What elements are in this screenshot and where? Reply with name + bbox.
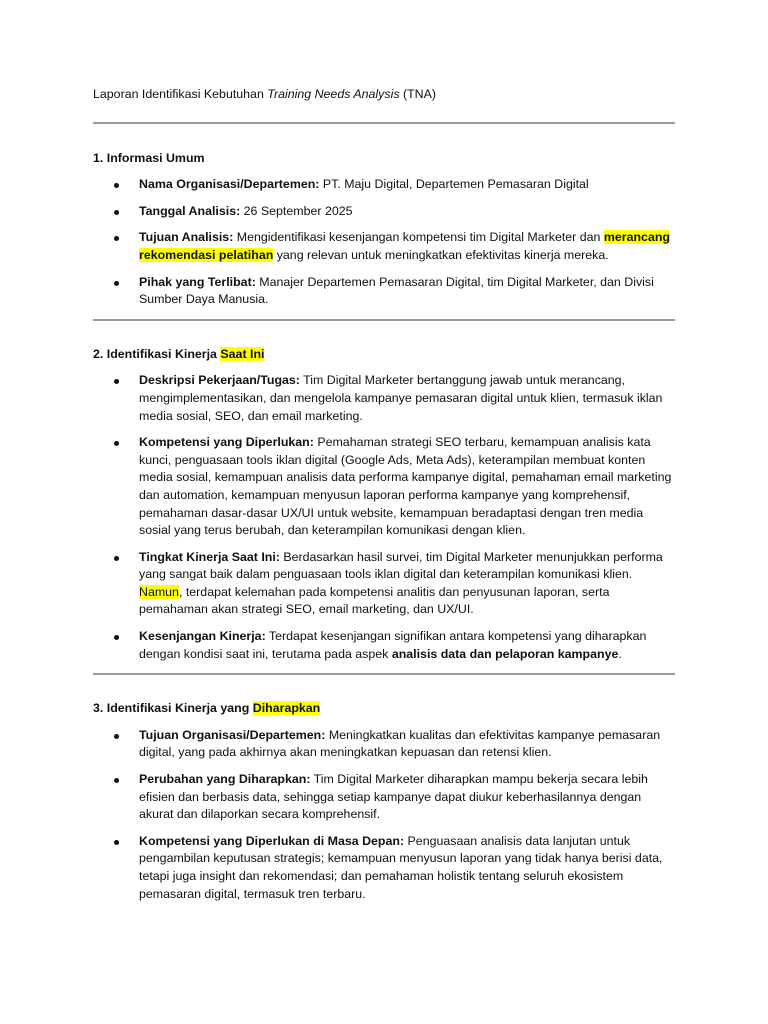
bullet-icon xyxy=(114,183,119,188)
list-item xyxy=(93,628,675,663)
item-text: Manajer Departemen Pemasaran Digital, tim Digital Marketer, dan Divisi Sumber Daya Manusia. xyxy=(139,274,654,307)
section-1-list xyxy=(93,176,675,309)
section-1-heading: 1. Informasi Umum xyxy=(93,150,205,165)
item-label: Kompetensi yang Diperlukan di Masa Depan: xyxy=(139,833,405,848)
item-text: Terdapat kesenjangan signifikan antara kompetensi yang diharapkan dengan kondisi saat ini, terutama pada aspek xyxy=(139,629,647,661)
heading-text: 2. Identifikasi Kinerja xyxy=(93,346,221,361)
item-text: , terdapat kelemahan pada kompetensi analitis dan penyusunan laporan, serta pemahaman akan strategi SEO, email marketing, dan UX/UI. xyxy=(139,584,610,617)
item-label: Tanggal Analisis: xyxy=(139,203,241,218)
list-item xyxy=(93,203,675,221)
list-item xyxy=(93,727,675,762)
highlighted-text: merancang rekomendasi pelatihan xyxy=(139,230,670,262)
bullet-icon xyxy=(114,236,119,241)
list-item xyxy=(93,434,675,540)
item-label: Deskripsi Pekerjaan/Tugas: xyxy=(139,373,300,388)
bullet-icon xyxy=(114,379,119,384)
item-text: Mengidentifikasi kesenjangan kompetensi tim Digital Marketer dan xyxy=(233,230,604,245)
list-item xyxy=(93,229,675,264)
list-item xyxy=(93,549,675,619)
divider xyxy=(93,122,675,124)
list-item xyxy=(93,833,675,903)
highlighted-text: Saat Ini xyxy=(220,346,265,361)
title-italic: Training Needs Analysis xyxy=(267,87,400,101)
item-text: PT. Maju Digital, Departemen Pemasaran Digital xyxy=(319,177,589,192)
bold-text: analisis data dan pelaporan kampanye xyxy=(391,646,619,661)
item-label: Tujuan Organisasi/Departemen: xyxy=(139,727,326,742)
list-item xyxy=(93,372,675,425)
item-text: Tim Digital Marketer diharapkan mampu bekerja secara lebih efisien dan berbasis data, sehingga setiap kampanye dapat diukur keberhasilannya dengan akurat dan dilaporkan secara komprehensif. xyxy=(139,772,648,822)
item-label: Kompetensi yang Diperlukan: xyxy=(139,435,314,450)
item-text: Berdasarkan hasil survei, tim Digital Marketer menunjukkan performa yang sangat baik dalam penguasaan tools iklan digital dan keterampilan komunikasi klien. xyxy=(139,549,663,582)
item-label: Nama Organisasi/Departemen: xyxy=(139,177,320,192)
item-text: Pemahaman strategi SEO terbaru, kemampuan analisis kata kunci, penguasaan tools iklan digital (Google Ads, Meta Ads), keterampilan membuat konten media sosial, kemampuan analisis data performa kampanye digital, pemahaman email marketing dan automation, kemampuan menyusun laporan performa kampanye yang komprehensif, pemahaman dasar-dasar UX/UI untuk website, kemampuan beradaptasi dengan tren media sosial yang terus berubah, dan keterampilan komunikasi dengan klien. xyxy=(139,435,672,538)
item-label: Kesenjangan Kinerja: xyxy=(139,629,266,644)
section-2-list xyxy=(93,372,675,663)
divider xyxy=(93,319,675,321)
bullet-icon xyxy=(114,778,119,783)
item-text: Meningkatkan kualitas dan efektivitas kampanye pemasaran digital, yang pada akhirnya akan meningkatkan kepuasan dan retensi klien. xyxy=(139,727,661,760)
item-label: Tujuan Analisis: xyxy=(139,230,234,245)
divider xyxy=(93,673,675,675)
bullet-icon xyxy=(114,210,119,215)
list-item xyxy=(93,176,675,194)
highlighted-text: Diharapkan xyxy=(252,701,321,716)
item-label: Perubahan yang Diharapkan: xyxy=(139,772,311,787)
bullet-icon xyxy=(114,635,119,640)
item-text: yang relevan untuk meningkatkan efektivitas kinerja mereka. xyxy=(273,247,609,262)
list-item xyxy=(93,274,675,309)
section-3-heading xyxy=(93,700,675,718)
document-title xyxy=(93,86,675,104)
title-suffix: (TNA) xyxy=(399,87,437,101)
heading-text: 3. Identifikasi Kinerja yang xyxy=(93,701,253,716)
document-body xyxy=(93,86,675,903)
item-label: Pihak yang Terlibat: xyxy=(139,274,256,289)
item-label: Tingkat Kinerja Saat Ini: xyxy=(139,549,280,564)
item-text: 26 September 2025 xyxy=(240,203,353,218)
highlighted-text: Namun xyxy=(139,584,179,599)
title-prefix: Laporan Identifikasi Kebutuhan xyxy=(93,87,268,101)
section-3-list xyxy=(93,727,675,903)
bullet-icon xyxy=(114,556,119,561)
item-text: Tim Digital Marketer bertanggung jawab untuk merancang, mengimplementasikan, dan mengelola kampanye pemasaran digital untuk klien, termasuk iklan media sosial, SEO, dan email marketing. xyxy=(139,373,663,423)
section-2-heading xyxy=(93,346,675,364)
item-text: . xyxy=(618,646,622,661)
bullet-icon xyxy=(114,734,119,739)
bullet-icon xyxy=(114,840,119,845)
bullet-icon xyxy=(114,441,119,446)
bullet-icon xyxy=(114,281,119,286)
item-text: Penguasaan analisis data lanjutan untuk pengambilan keputusan strategis; kemampuan menyusun laporan yang tidak hanya berisi data, tetapi juga insight dan rekomendasi; dan pemahaman holistik tentang seluruh ekosistem pemasaran digital, termasuk tren terbaru. xyxy=(139,833,663,901)
list-item xyxy=(93,771,675,824)
